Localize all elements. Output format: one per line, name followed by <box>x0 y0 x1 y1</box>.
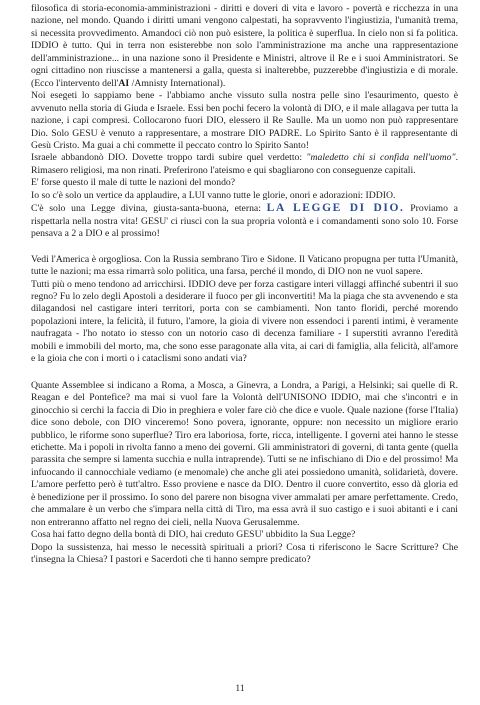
text-run: C'è solo una Legge divina, giusta-santa-buona, eterna: <box>31 203 267 215</box>
paragraph-vertice: Io so c'è solo un vertice da applaudire, a LUI vanno tutte le glorie, onori e adorazioni: IDDIO. <box>31 189 396 201</box>
paragraph-sussistenza: Dopo la sussistenza, hai messo le necessità spirituali a priori? Cosa ti riferiscono le Sacre Scritture? Che t'insegna la Chiesa? I pastori e Sacerdoti che ti hanno sempre predicato? <box>31 541 458 566</box>
page-number: 11 <box>235 684 245 694</box>
ai-logo-text: AI <box>118 77 130 89</box>
paragraph-arricchirsi: Tutti più o meno tendono ad arricchirsi. IDDIO deve per forza castigare interi villaggi affinché subentri il suo regno? Fu lo zelo degli Apostoli a desiderare il fuoco per gli inconvertiti! Ma la piaga che sta avvenendo e sta dilagandosi nel castigare interi territori, porta con se cambiamenti. Non tanto floridi, perché morendo popolazioni intere, la felicità, il futuro, l'amore, la gioia di vivere non essendoci i parenti intimi, è veramente naufragata - l'ho notato io stesso con un notorio caso di decenza familiare - I superstiti avranno l'eredità mobili e immobili del morto, ma, che sono esse paragonate alla vita, ai cari di famiglia, alla felicità, all'amore e la gioia che con i morti o i cataclismi sono andati via? <box>31 278 458 365</box>
italic-quote: "maledetto chi si confida nell'uomo" <box>306 152 456 164</box>
paragraph-bonta: Cosa hai fatto degno della bontà di DIO, hai creduto GESU' ubbidito la Sua Legge? <box>31 529 356 541</box>
text-run: . Rimasero religiosi, ma non rinati. Preferirono l'ateismo e qui sbagliarono con conseguenze capitali. <box>31 152 458 176</box>
paragraph-legge <box>31 202 458 240</box>
paragraph-question: E' forse questo il male di tutte le nazioni del mondo? <box>31 177 236 189</box>
text-run: Israele abbandonò DIO. Dovette troppo tardi subire quel verdetto: <box>31 152 307 164</box>
paragraph-assemblee: Quante Assemblee si indicano a Roma, a Mosca, a Ginevra, a Londra, a Parigi, a Helsinki; sai quelle di R. Reagan e del Pontefice? ma mai si vuol fare la Volontà dell'UNISONO IDDIO, mai che s'incontri e in ginocchio si cerchi la faccia di Dio in preghiera e voler fare ciò che dice e vuole. Quale nazione (forse l'Italia) dice sono debole, con DIO vinceremo! Sono povera, ignorante, oppure: non necessito un migliore erario pubblico, le riforme sono superflue? Tiro era laboriosa, forte, ricca, intelligente. I governi atei hanno le stesse etichette. Ma i popoli in rivolta fanno a meno dei governi. Gli amministratori di governi, di tanta gente (quella parassita che sempre si lamenta succhia e nulla intraprende). Tutti se ne infischiano di Dio e del prossimo! Ma infuocando il cannocchiale vediamo (e menomale) che anche gli atei possiedono umanità, solidarietà, dovere. L'amore perfetto però è tutt'altro. Esso proviene e nasce da DIO. Dentro il cuore convertito, esso dà gloria ed è benedizione per il prossimo. Io sono del parere non bisogna viver ammalati per amare perfettamente. Credo, che ammalare è un verbo che s'impara nella città di Tiro, ma essa avrà il suo castigo e i suoi abitanti e i cani non entreranno affatto nel regno dei cieli, nella Nuova Gerusalemme. <box>31 379 458 528</box>
text-run: Proviamo a rispettarla nella nostra vita! GESU' ci riuscì con la sua propria volontà e i comandamenti sono solo 10. Forse pensava a 2 a DIO e al prossimo! <box>31 203 458 240</box>
paragraph-esegeti: Noi esegeti lo sappiamo bene - l'abbiamo anche vissuto sulla nostra pelle sino l'esaurimento, questo è avvenuto nella storia di Giuda e Israele. Essi ben pochi fecero la volontà di DIO, e il male allagava per tutta la nazione, i capi compresi. Collocarono fuori DIO, elessero il Re Saulle. Ma un uomo non può rappresentare Dio. Solo GESU è venuto a rappresentare, a mostrare DIO PADRE. Lo Spirito Santo è il rappresentante di Gesù Cristo. Ma guai a chi commette il peccato contro lo Spirito Santo! <box>31 90 458 151</box>
paragraph-gap <box>31 366 458 380</box>
text-run: filosofica di storia-economia-amministrazioni - diritti e doveri di vita e lavoro - povertà e ricchezza in una nazione, nel mondo. Quando i diritti umani vengono calpestati, ha sopravvento l'ingiustizia, l'umanità trema, si necessita provvedimento. Amandoci ciò non può esistere, la politica è superflua. In cielo non si fa politica. IDDIO è tutto. Qui in terra non esisterebbe non solo l'amministrazione ma anche una rappresentazione dell'amministrazione... in una nazione sono il Presidente e Ministri, altrove il Re e i suoi Amministratori. Se ogni cittadino non riuscisse a mantenersi a galla, questa si inalterebbe, puzzerebbe d'ingiustizia e di morale. (Ecco l'intervento dell' <box>31 3 458 89</box>
paragraph-america: Vedi l'America è orgogliosa. Con la Russia sembrano Tiro e Sidone. Il Vaticano propugna per tutta l'Umanità, tutte le nazioni; ma essa rimarrà solo politica, una farsa, perché il mondo, di DIO non ne vuol sapere. <box>31 253 458 278</box>
paragraph-intro <box>31 3 458 90</box>
highlight-legge-di-dio: LA LEGGE DI DIO. <box>266 202 405 215</box>
paragraph-gap <box>31 241 458 254</box>
paragraph-israele <box>31 152 458 177</box>
text-run: /Amnisty International). <box>129 77 226 89</box>
